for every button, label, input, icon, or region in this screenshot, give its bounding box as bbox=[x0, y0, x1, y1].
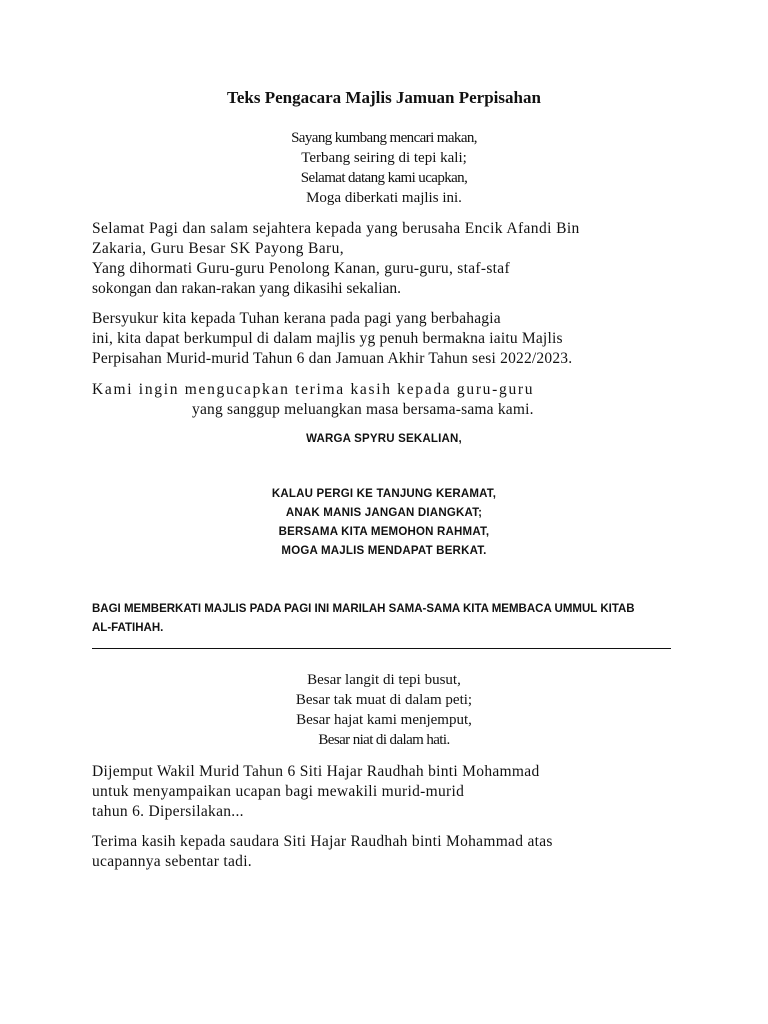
paragraph-line: untuk menyampaikan ucapan bagi mewakili murid-murid bbox=[92, 783, 465, 800]
caps-line: MOGA MAJLIS MENDAPAT BERKAT. bbox=[281, 545, 487, 557]
paragraph-line: Selamat Pagi dan salam sejahtera kepada yang berusaha Encik Afandi Bin bbox=[92, 220, 580, 237]
paragraph-line: tahun 6. Dipersilakan... bbox=[92, 803, 244, 820]
greeting-paragraph bbox=[92, 219, 692, 299]
pantun-line: Moga diberkati majlis ini. bbox=[306, 190, 462, 206]
gratitude-paragraph bbox=[92, 309, 692, 369]
paragraph-line: Zakaria, Guru Besar SK Payong Baru, bbox=[92, 240, 345, 257]
pantun-line: Besar tak muat di dalam peti; bbox=[295, 692, 473, 708]
paragraph-line: Dijemput Wakil Murid Tahun 6 Siti Hajar Raudhah binti Mohammad bbox=[92, 763, 540, 780]
invitation-paragraph bbox=[92, 762, 692, 822]
pantun-line: Sayang kumbang mencari makan, bbox=[291, 130, 477, 146]
caps-line: AL-FATIHAH. bbox=[92, 622, 164, 634]
pantun-line: Besar langit di tepi busut, bbox=[307, 672, 461, 688]
doa-instruction bbox=[92, 600, 692, 638]
paragraph-line: Kami ingin mengucapkan terima kasih kepada guru-guru bbox=[92, 381, 535, 398]
document-title: Teks Pengacara Majlis Jamuan Perpisahan bbox=[227, 88, 541, 107]
paragraph-line: Perpisahan Murid-murid Tahun 6 dan Jamuan Akhir Tahun sesi 2022/2023. bbox=[92, 350, 573, 367]
paragraph-line: Terima kasih kepada saudara Siti Hajar Raudhah binti Mohammad atas bbox=[92, 833, 553, 850]
paragraph-line: Yang dihormati Guru-guru Penolong Kanan, guru-guru, staf-staf bbox=[92, 260, 510, 277]
paragraph-line: yang sanggup meluangkan masa bersama-sama kami. bbox=[192, 401, 534, 418]
caps-line: KALAU PERGI KE TANJUNG KERAMAT, bbox=[271, 488, 497, 500]
caps-line: ANAK MANIS JANGAN DIANGKAT; bbox=[285, 507, 483, 519]
closing-thanks-paragraph bbox=[92, 832, 692, 872]
pantun-line: Besar hajat kami menjemput, bbox=[296, 712, 472, 728]
caps-line: BERSAMA KITA MEMOHON RAHMAT, bbox=[278, 526, 490, 538]
pantun-line: Besar niat di dalam hati. bbox=[318, 732, 450, 748]
caps-line: BAGI MEMBERKATI MAJLIS PADA PAGI INI MARILAH SAMA-SAMA KITA MEMBACA UMMUL KITAB bbox=[92, 603, 635, 615]
paragraph-line: ucapannya sebentar tadi. bbox=[92, 853, 252, 870]
thanks-paragraph bbox=[92, 380, 692, 420]
caps-pantun bbox=[0, 485, 768, 561]
paragraph-line: sokongan dan rakan-rakan yang dikasihi sekalian. bbox=[92, 280, 402, 297]
pantun-line: Terbang seiring di tepi kali; bbox=[301, 150, 467, 166]
paragraph-line: Bersyukur kita kepada Tuhan kerana pada pagi yang berbahagia bbox=[92, 310, 501, 327]
invitation-pantun bbox=[0, 670, 768, 750]
pantun-line: Selamat datang kami ucapkan, bbox=[300, 170, 468, 186]
divider-line bbox=[92, 648, 671, 649]
opening-pantun bbox=[0, 128, 768, 208]
greeting-caps bbox=[0, 430, 768, 449]
paragraph-line: ini, kita dapat berkumpul di dalam majlis yg penuh bermakna iaitu Majlis bbox=[92, 330, 563, 347]
caps-line: WARGA SPYRU SEKALIAN, bbox=[306, 433, 462, 445]
